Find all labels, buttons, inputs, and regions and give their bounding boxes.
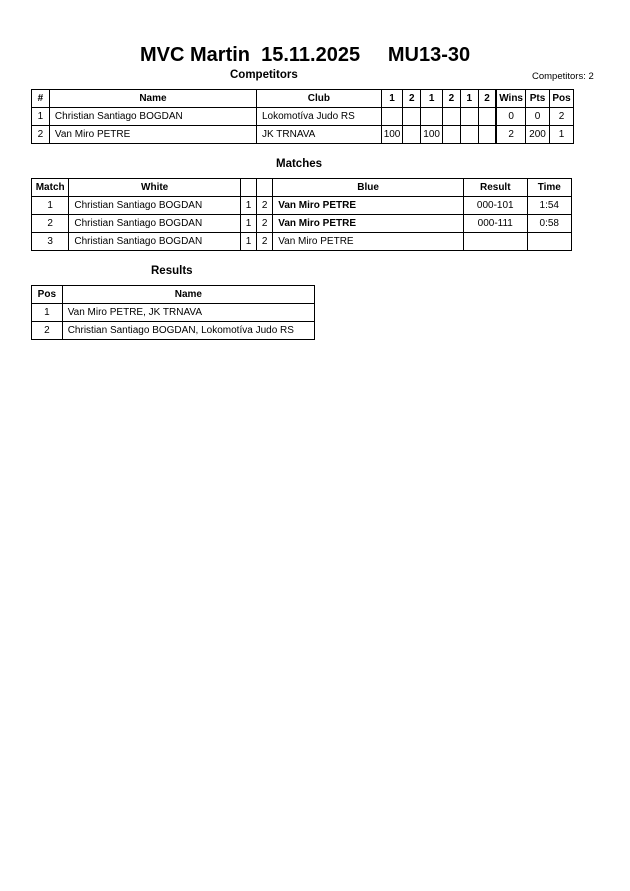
cell-num: 1 (32, 108, 50, 126)
cell-pts: 0 (526, 108, 550, 126)
col-blue: Blue (273, 179, 464, 197)
col-round: 1 (421, 90, 443, 108)
cell-score (460, 126, 478, 144)
matches-heading: Matches (276, 158, 323, 170)
cell-white: Christian Santiago BOGDAN (69, 233, 241, 251)
results-table (31, 285, 315, 340)
cell-score: 100 (381, 126, 403, 144)
competitors-table (31, 89, 574, 144)
cell-score (478, 126, 496, 144)
cell-blue: Van Miro PETRE (273, 197, 464, 215)
cell-name: Van Miro PETRE (49, 126, 256, 144)
col-result: Result (463, 179, 527, 197)
table-row (32, 322, 315, 340)
cell-time (527, 233, 571, 251)
col-time: Time (527, 179, 571, 197)
cell-match: 3 (32, 233, 69, 251)
cell-white-num: 1 (240, 197, 256, 215)
cell-blue-num: 2 (257, 233, 273, 251)
col-pos: Pos (549, 90, 573, 108)
cell-score (421, 108, 443, 126)
col-num: # (32, 90, 50, 108)
cell-name: Van Miro PETRE, JK TRNAVA (62, 304, 314, 322)
cell-name: Christian Santiago BOGDAN, Lokomotíva Judo RS (62, 322, 314, 340)
competitors-header-row (32, 90, 574, 108)
col-round: 2 (442, 90, 460, 108)
col-round: 2 (478, 90, 496, 108)
cell-score (442, 108, 460, 126)
cell-pos: 2 (549, 108, 573, 126)
cell-score (403, 108, 421, 126)
cell-result (463, 233, 527, 251)
cell-white: Christian Santiago BOGDAN (69, 215, 241, 233)
cell-pts: 200 (526, 126, 550, 144)
col-round: 1 (460, 90, 478, 108)
col-match: Match (32, 179, 69, 197)
cell-result: 000-101 (463, 197, 527, 215)
table-row (32, 108, 574, 126)
cell-score (478, 108, 496, 126)
cell-match: 1 (32, 197, 69, 215)
col-club: Club (257, 90, 382, 108)
matches-header-row (32, 179, 572, 197)
cell-club: JK TRNAVA (257, 126, 382, 144)
competitors-count: Competitors: 2 (532, 71, 594, 82)
col-round: 1 (381, 90, 403, 108)
cell-num: 2 (32, 126, 50, 144)
cell-result: 000-111 (463, 215, 527, 233)
cell-blue: Van Miro PETRE (273, 215, 464, 233)
cell-wins: 0 (496, 108, 525, 126)
col-name: Name (62, 286, 314, 304)
cell-name: Christian Santiago BOGDAN (49, 108, 256, 126)
col-empty (257, 179, 273, 197)
cell-club: Lokomotíva Judo RS (257, 108, 382, 126)
col-white: White (69, 179, 241, 197)
table-row (32, 304, 315, 322)
cell-wins: 2 (496, 126, 525, 144)
cell-pos: 1 (32, 304, 63, 322)
table-row (32, 126, 574, 144)
results-heading: Results (151, 265, 193, 277)
cell-blue-num: 2 (257, 215, 273, 233)
cell-score (442, 126, 460, 144)
col-pos: Pos (32, 286, 63, 304)
competitors-heading: Competitors (230, 69, 298, 81)
col-round: 2 (403, 90, 421, 108)
cell-score (381, 108, 403, 126)
cell-white: Christian Santiago BOGDAN (69, 197, 241, 215)
page-title: MVC Martin 15.11.2025 MU13-30 (140, 44, 471, 66)
cell-time: 0:58 (527, 215, 571, 233)
cell-score (403, 126, 421, 144)
matches-table (31, 178, 572, 251)
col-empty (240, 179, 256, 197)
table-row (32, 197, 572, 215)
cell-score: 100 (421, 126, 443, 144)
cell-time: 1:54 (527, 197, 571, 215)
results-header-row (32, 286, 315, 304)
cell-pos: 1 (549, 126, 573, 144)
cell-pos: 2 (32, 322, 63, 340)
cell-blue: Van Miro PETRE (273, 233, 464, 251)
table-row (32, 215, 572, 233)
table-row (32, 233, 572, 251)
cell-white-num: 1 (240, 233, 256, 251)
cell-score (460, 108, 478, 126)
cell-match: 2 (32, 215, 69, 233)
cell-blue-num: 2 (257, 197, 273, 215)
col-wins: Wins (496, 90, 525, 108)
cell-white-num: 1 (240, 215, 256, 233)
col-pts: Pts (526, 90, 550, 108)
col-name: Name (49, 90, 256, 108)
